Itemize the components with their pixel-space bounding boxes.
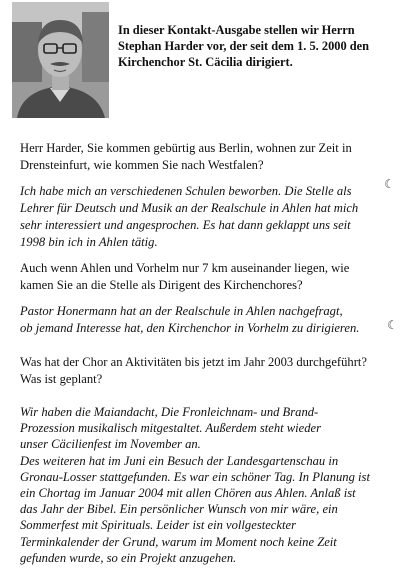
answer-line: gefunden wurde, so ein Projekt anzugehen. — [20, 550, 237, 565]
question-line: Herr Harder, Sie kommen gebürtig aus Berlin, wohnen zur Zeit in — [20, 141, 352, 155]
answer-line: Prozession musikalisch mitgestaltet. Außerdem steht wieder — [20, 421, 322, 436]
intro-line: Kirchenchor St. Cäcilia dirigiert. — [118, 55, 293, 69]
answer-line: Wir haben die Maiandacht, Die Fronleichnam- und Brand- — [20, 405, 319, 419]
question-3 — [20, 354, 405, 388]
question-line: Drensteinfurt, wie kommen Sie nach Westfalen? — [20, 158, 264, 172]
answer-line: Des weiteren hat im Juni ein Besuch der Landesgartenschau in — [20, 453, 339, 468]
answer-line: das Jahr der Bibel. Ein persönlicher Wunsch von mir wäre, ein — [20, 502, 338, 517]
answer-line: unser Cäcilienfest im November an. — [20, 437, 201, 452]
intro-line: In dieser Kontakt-Ausgabe stellen wir Herrn — [118, 23, 355, 37]
answer-line: Terminkalender der Grund, warum im Moment noch keine Zeit — [20, 534, 337, 549]
question-line: Auch wenn Ahlen und Vorhelm nur 7 km auseinander liegen, wie — [20, 261, 350, 275]
question-1 — [20, 140, 405, 174]
intro-text — [118, 22, 406, 70]
crescent-moon-icon: ☾ — [384, 177, 395, 191]
answer-line: Ich habe mich an verschiedenen Schulen beworben. Die Stelle als — [20, 184, 352, 198]
answer-line: 1998 bin ich in Ahlen tätig. — [20, 235, 158, 249]
answer-line: Pastor Honermann hat an der Realschule in Ahlen nachgefragt, — [20, 304, 343, 318]
answer-line: Sommerfest mit Spirituals. Leider ist ein vollgesteckter — [20, 518, 296, 533]
crescent-moon-icon: ☾ — [387, 318, 398, 332]
answer-line: Gronau-Losser stattgefunden. Es war ein schöner Tag. In Planung ist — [20, 469, 370, 484]
question-line: Was hat der Chor an Aktivitäten bis jetzt im Jahr 2003 durchgeführt? — [20, 355, 367, 369]
question-2 — [20, 260, 405, 294]
answer-line: ob jemand Interesse hat, den Kirchenchor in Vorhelm zu dirigieren. — [20, 321, 360, 335]
answer-line: Lehrer für Deutsch und Musik an der Realschule in Ahlen hat mich — [20, 201, 359, 215]
answer-1 — [20, 183, 405, 251]
question-line: kamen Sie an die Stelle als Dirigent des Kirchenchores? — [20, 278, 303, 292]
portrait-photo — [12, 2, 109, 118]
answer-line: sehr interessiert und angesprochen. Es hat dann geklappt uns seit — [20, 218, 351, 232]
answer-3 — [20, 404, 405, 566]
answer-2 — [20, 303, 405, 337]
intro-line: Stephan Harder vor, der seit dem 1. 5. 2000 den — [118, 39, 370, 53]
answer-line: ein Chortag im Januar 2004 mit allen Chören aus Ahlen. Anlaß ist — [20, 486, 356, 501]
portrait-illustration — [12, 2, 109, 118]
question-line: Was ist geplant? — [20, 372, 103, 386]
